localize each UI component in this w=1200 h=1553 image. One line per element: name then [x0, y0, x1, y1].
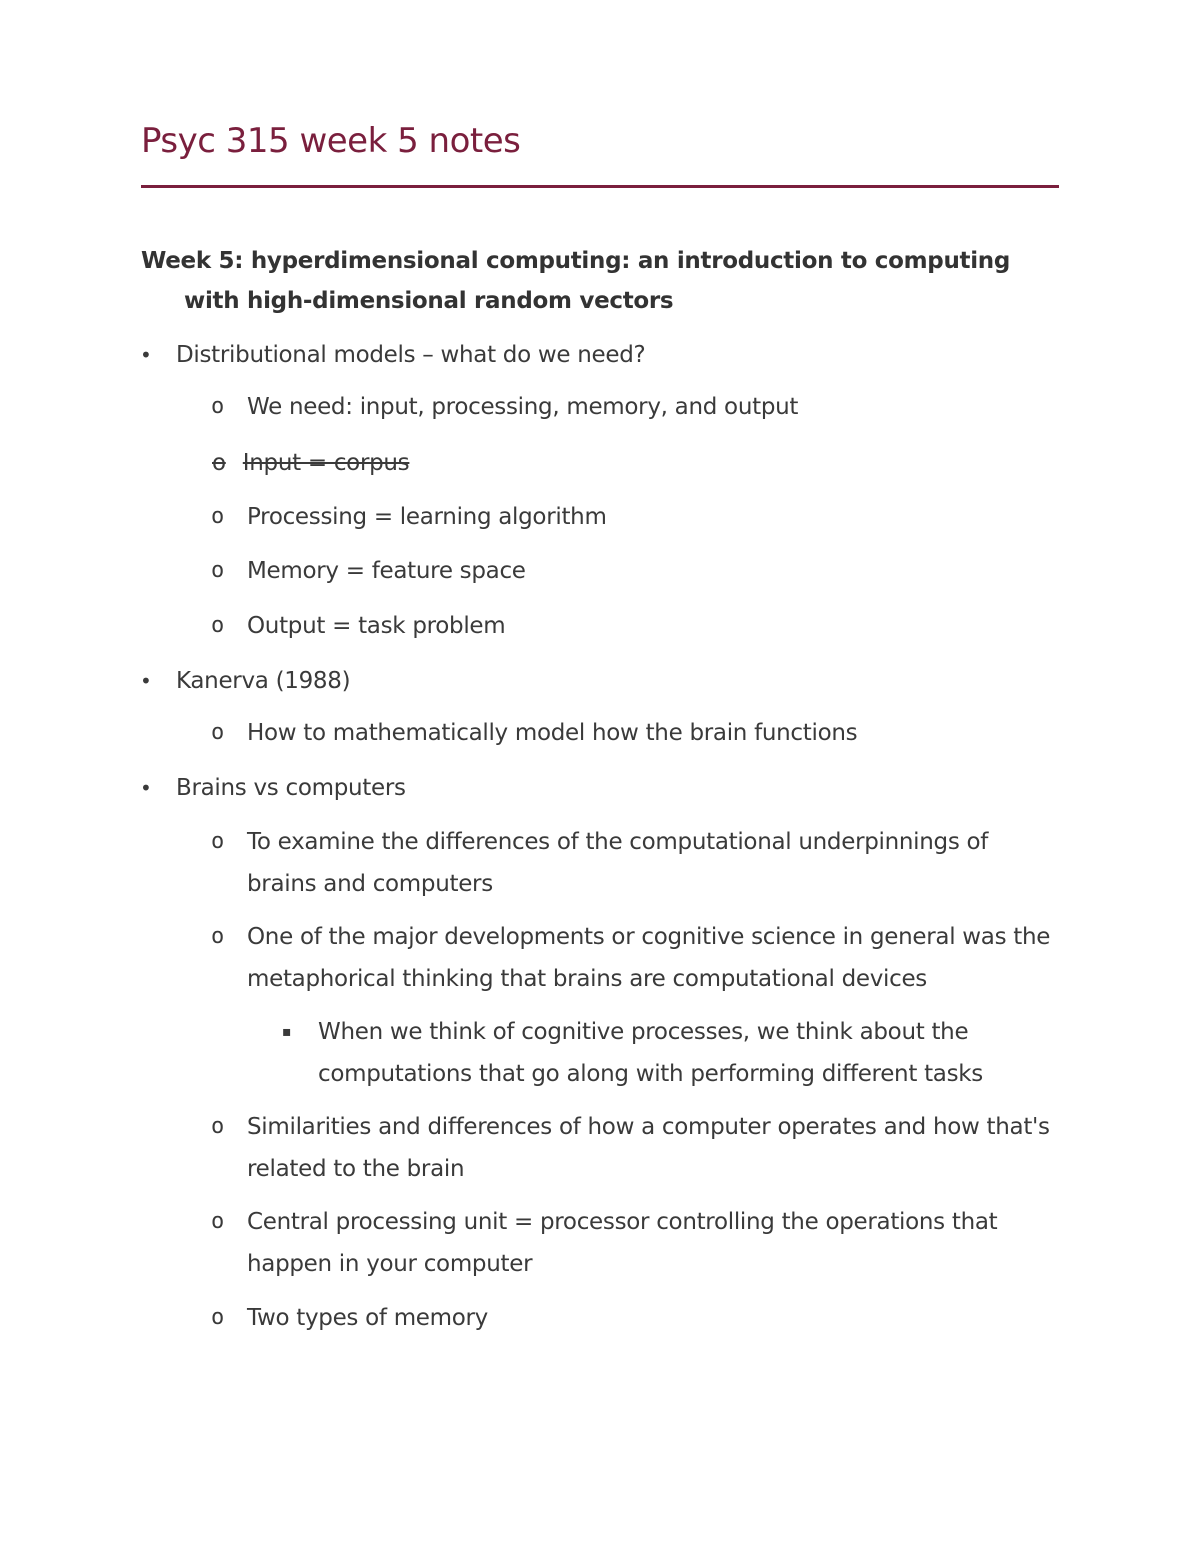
square-marker: ▪	[282, 1024, 292, 1040]
list-item-text: Memory = feature space	[247, 558, 526, 584]
bullet-marker: •	[140, 776, 152, 800]
list-item	[282, 1011, 1058, 1095]
circle-marker: o	[211, 613, 224, 638]
list-item	[140, 660, 1056, 702]
circle-marker: o	[211, 558, 224, 583]
bullet-marker: •	[140, 669, 152, 693]
circle-marker: o	[211, 1209, 224, 1234]
list-item	[211, 605, 1059, 647]
list-item-text: How to mathematically model how the brain functions	[247, 720, 858, 746]
list-item-text: To examine the differences of the computational underpinnings of brains and computers	[247, 829, 989, 897]
circle-marker: o	[211, 829, 224, 854]
list-item-text: Two types of memory	[247, 1305, 488, 1331]
circle-marker: o	[211, 720, 224, 745]
title-divider	[141, 185, 1059, 188]
circle-marker: o	[211, 504, 224, 529]
list-item	[140, 767, 1056, 809]
list-item	[211, 821, 1059, 905]
circle-marker: o	[211, 1305, 224, 1330]
list-item	[211, 496, 1059, 538]
section-heading: Week 5: hyperdimensional computing: an introduction to computing with high-dimensional random vectors	[141, 248, 1011, 314]
circle-marker: o	[211, 394, 224, 419]
circle-marker: o	[212, 450, 226, 476]
list-item-text: Similarities and differences of how a computer operates and how that's related to the brain	[247, 1114, 1050, 1182]
list-item-text: Central processing unit = processor controlling the operations that happen in your computer	[247, 1209, 998, 1277]
list-item	[211, 386, 1059, 428]
list-item-text: Kanerva (1988)	[176, 668, 351, 694]
list-item-text: One of the major developments or cognitive science in general was the metaphorical thinking that brains are computational devices	[247, 924, 1051, 992]
list-item	[140, 334, 1056, 376]
list-item	[211, 712, 1059, 754]
list-item	[211, 550, 1059, 592]
list-item-text: Output = task problem	[247, 613, 506, 639]
list-item-struck	[212, 442, 409, 484]
list-item-text: When we think of cognitive processes, we think about the computations that go along with performing different tasks	[318, 1019, 983, 1087]
document-title: Psyc 315 week 5 notes	[141, 121, 521, 161]
bullet-marker: •	[140, 343, 152, 367]
list-item-text: Brains vs computers	[176, 775, 406, 801]
list-item	[211, 1201, 1059, 1285]
list-item-text: Processing = learning algorithm	[247, 504, 607, 530]
list-item-text: Distributional models – what do we need?	[176, 342, 646, 368]
list-item-text: Input = corpus	[242, 450, 410, 476]
list-item	[211, 916, 1059, 1000]
list-item	[211, 1297, 1059, 1339]
list-item	[211, 1106, 1059, 1190]
circle-marker: o	[211, 924, 224, 949]
list-item-text: We need: input, processing, memory, and output	[247, 394, 799, 420]
circle-marker: o	[211, 1114, 224, 1139]
